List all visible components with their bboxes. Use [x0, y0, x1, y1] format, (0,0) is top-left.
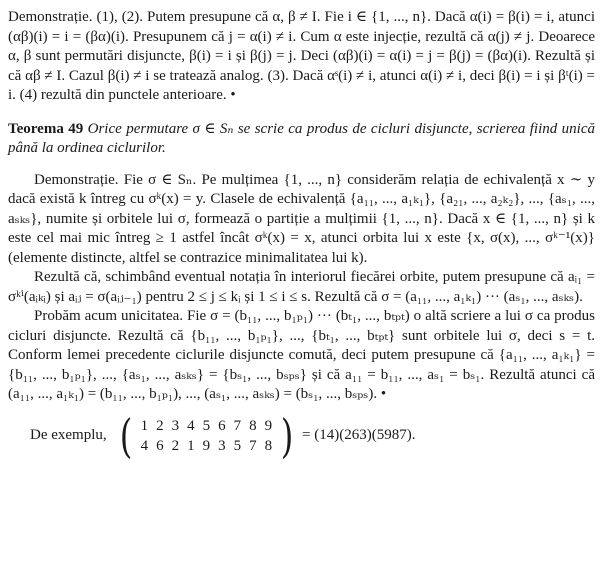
matrix-cell: 1 — [187, 437, 195, 454]
proof-paragraph-1: Demonstrație. (1), (2). Putem presupune că α, β ≠ I. Fie i ∈ {1, ..., n}. Dacă α(i) = β(i) = i, atunci (αβ)(i) = i = (βα)(i). Presupunem că j = α(i) ≠ i. Cum α este injecție, rezultă că α(j) ≠ j. Deoarece α, β sunt permutări disjuncte, β(i) = i și β(j) = j. Deci (αβ)(i) = α(i) = j = β(j) = (βα)(i). Rezultă și că αβ ≠ I. Cazul β(i) ≠ i se tratează analog. (3). Dacă αˢ(i) ≠ i, atunci α(i) ≠ i, deci β(i) = i și βᵗ(i) = i. (4) rezultă din punctele anterioare. • — [8, 9, 595, 103]
permutation-matrix — [117, 408, 296, 463]
theorem-49 — [8, 120, 595, 159]
matrix-cell: 6 — [218, 417, 226, 434]
proof-paragraph-4: Probăm acum unicitatea. Fie σ = (b₁₁, ..., b₁ₚ₁) ··· (bₜ₁, ..., bₜₚₜ) o altă scriere a lui σ ca produs cicluri disjuncte. Rezultă că {b₁₁, ..., b₁ₚ₁}, ..., {bₜ₁, ..., bₜₚₜ} sunt orbitele lui σ, deci s = t. Conform lemei precedente ciclurile disjuncte comută, deci putem presupune că {a₁₁, ..., a₁ₖ₁} = {b₁₁, ..., b₁ₚ₁}, ..., {aₛ₁, ..., aₛₖₛ} = {bₛ₁, ..., bₛₚₛ} și că a₁₁ = b₁₁, ..., aₛ₁ = bₛ₁. Rezultă atunci că (a₁₁, ..., a₁ₖ₁) = (b₁₁, ..., b₁ₚ₁), ..., (aₛ₁, ..., aₛₖₛ) = (bₛ₁, ..., bₛₚₛ). • — [8, 308, 595, 402]
proof-paragraph-3: Rezultă că, schimbând eventual notația în interiorul fiecărei orbite, putem presupune că aᵢ₁ = σᵏⁱ(aᵢₖᵢ) și aᵢⱼ = σ(aᵢⱼ₋₁) pentru 2 ≤ j ≤ kᵢ și 1 ≤ i ≤ s. Rezultă că σ = (a₁₁, ..., a₁ₖ₁) ··· (aₛ₁, ..., aₛₖₛ). — [8, 269, 595, 305]
matrix-cell: 4 — [140, 437, 149, 454]
matrix-cell: 8 — [264, 437, 273, 454]
matrix-cell: 2 — [171, 437, 180, 454]
matrix-cell: 2 — [156, 417, 164, 434]
permutation-table — [137, 416, 277, 456]
example-label: De exemplu, — [30, 426, 107, 443]
example-block — [8, 408, 595, 463]
matrix-cell: 5 — [202, 417, 211, 434]
left-parenthesis: ( — [119, 408, 132, 463]
right-parenthesis: ) — [280, 408, 294, 463]
matrix-cell: 3 — [171, 417, 180, 434]
matrix-cell: 8 — [249, 417, 257, 434]
cycle-decomposition: = (14)(263)(5987). — [302, 426, 416, 443]
matrix-cell: 9 — [202, 437, 211, 454]
matrix-cell: 7 — [233, 417, 242, 434]
matrix-cell: 4 — [187, 417, 195, 434]
proof-paragraph-2: Demonstrație. Fie σ ∈ Sₙ. Pe mulțimea {1, ..., n} considerăm relația de echivalență x ∼ y dacă există k întreg cu σᵏ(x) = y. Clasele de echivalență {a₁₁, ..., a₁ₖ₁}, {a₂₁, ..., a₂ₖ₂}, ..., {aₛ₁, ..., aₛₖₛ}, numite și orbitele lui σ, formează o partiție a mulțimii {1, ..., n}. Dacă x ∈ {1, ..., n} și k este cel mai mic întreg ≥ 1 astfel încât σᵏ(x) = x, atunci orbita lui x este {x, σ(x), ..., σᵏ⁻¹(x)} (elemente distincte, altfel se contrazice minimalitatea lui k). — [8, 171, 595, 266]
matrix-cell: 6 — [156, 437, 164, 454]
matrix-cell: 9 — [264, 417, 273, 434]
matrix-row-top — [137, 416, 277, 436]
matrix-cell: 1 — [140, 417, 149, 434]
matrix-row-bottom — [137, 436, 277, 456]
theorem-statement: Orice permutare σ ∈ Sₙ se scrie ca produs de cicluri disjuncte, scrierea fiind unică până la ordinea ciclurilor. — [8, 120, 595, 156]
matrix-cell: 5 — [233, 437, 242, 454]
matrix-cell: 7 — [249, 437, 257, 454]
matrix-cell: 3 — [218, 437, 226, 454]
theorem-heading: Teorema 49 — [8, 120, 84, 137]
